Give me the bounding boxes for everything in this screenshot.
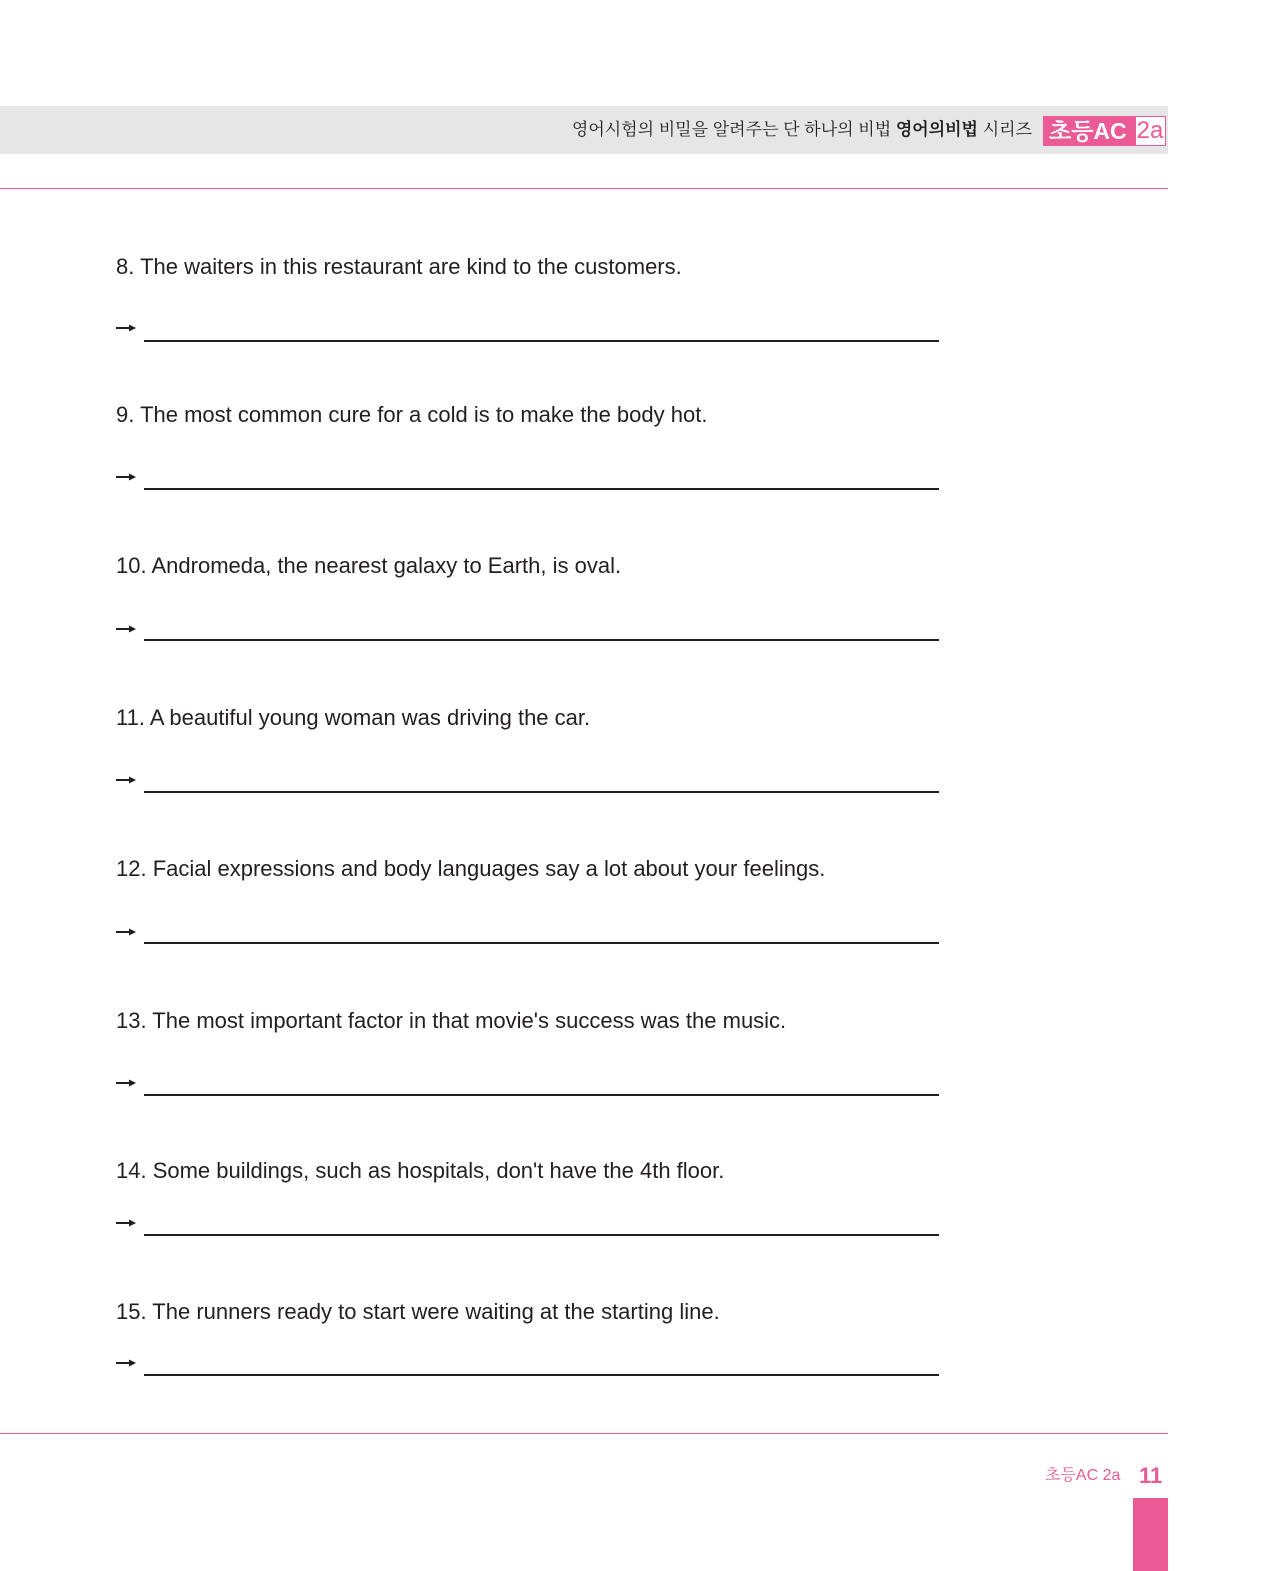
question-9: 9. The most common cure for a cold is to make the body hot. xyxy=(116,402,708,427)
bottom-divider xyxy=(0,1433,1168,1434)
question-12: 12. Facial expressions and body languages say a lot about your feelings. xyxy=(116,856,826,881)
answer-line-15[interactable] xyxy=(144,1374,939,1376)
question-8: 8. The waiters in this restaurant are kind to the customers. xyxy=(116,254,682,279)
answer-line-14[interactable] xyxy=(144,1234,939,1236)
answer-line-12[interactable] xyxy=(144,942,939,944)
top-divider xyxy=(0,188,1168,189)
answer-line-8[interactable] xyxy=(144,340,939,342)
header-tagline: 영어시험의 비밀을 알려주는 단 하나의 비법 xyxy=(571,120,892,139)
question-14: 14. Some buildings, such as hospitals, don't have the 4th floor. xyxy=(116,1158,725,1183)
question-10: 10. Andromeda, the nearest galaxy to Earth, is oval. xyxy=(116,553,622,578)
answer-line-9[interactable] xyxy=(144,488,939,490)
arrow-right-icon xyxy=(116,472,136,482)
footer-book-label: 초등AC 2a xyxy=(1045,1467,1121,1484)
arrow-right-icon xyxy=(116,624,136,634)
brand-logo xyxy=(1043,116,1166,146)
arrow-right-icon xyxy=(116,775,136,785)
arrow-right-icon xyxy=(116,1078,136,1088)
question-15: 15. The runners ready to start were waiting at the starting line. xyxy=(116,1299,720,1324)
answer-line-13[interactable] xyxy=(144,1094,939,1096)
brand-suffix: 2a xyxy=(1135,116,1167,146)
header-series-name: 영어의비법 xyxy=(895,120,978,139)
arrow-right-icon xyxy=(116,927,136,937)
page-number: 11 xyxy=(1139,1463,1163,1488)
question-13: 13. The most important factor in that movie's success was the music. xyxy=(116,1008,787,1033)
arrow-right-icon xyxy=(116,1218,136,1228)
question-11: 11. A beautiful young woman was driving the car. xyxy=(116,705,591,730)
brand-main: 초등AC xyxy=(1043,116,1135,146)
header-series-suffix: 시리즈 xyxy=(982,120,1032,139)
answer-line-11[interactable] xyxy=(144,791,939,793)
page-tab xyxy=(1133,1498,1168,1571)
answer-line-10[interactable] xyxy=(144,639,939,641)
arrow-right-icon xyxy=(116,1358,136,1368)
arrow-right-icon xyxy=(116,323,136,333)
header-tagline-line xyxy=(572,119,1032,141)
